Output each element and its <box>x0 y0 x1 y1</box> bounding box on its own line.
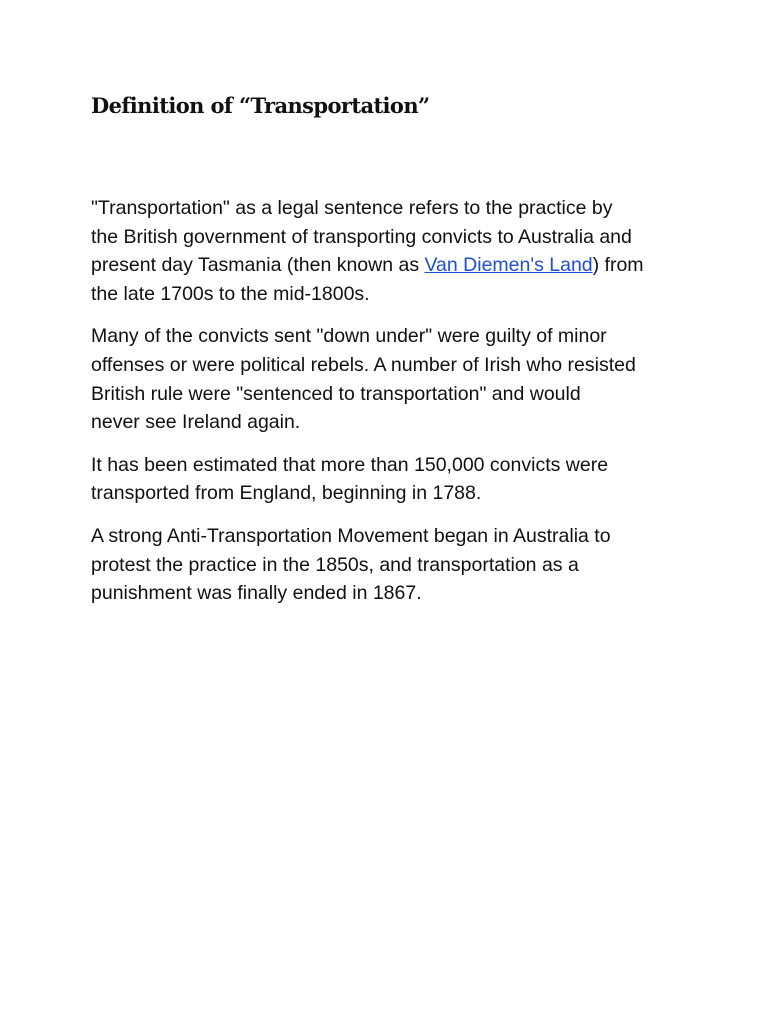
paragraph-line: British rule were "sentenced to transportation" and would <box>91 382 581 405</box>
paragraph-line: A strong Anti-Transportation Movement began in Australia to <box>91 524 611 547</box>
van-diemens-land-link[interactable]: Van Diemen's Land <box>424 254 593 277</box>
paragraph-line: transported from England, beginning in 1788. <box>91 482 482 505</box>
page-title: Definition of “Transportation” <box>91 93 430 118</box>
paragraph-line: It has been estimated that more than 150,000 convicts were <box>91 453 609 476</box>
paragraph-line: never see Ireland again. <box>91 411 301 434</box>
paragraph-line: protest the practice in the 1850s, and transportation as a <box>91 553 579 576</box>
paragraph-2 <box>91 322 691 436</box>
paragraph-line: punishment was finally ended in 1867. <box>91 582 422 605</box>
paragraph-line: the British government of transporting convicts to Australia and <box>91 225 632 248</box>
paragraph-line: Many of the convicts sent "down under" were guilty of minor <box>91 325 607 348</box>
paragraph-line <box>91 251 691 280</box>
paragraph-line: "Transportation" as a legal sentence refers to the practice by <box>91 197 613 219</box>
paragraph-3 <box>91 451 691 508</box>
paragraph-1 <box>91 194 691 308</box>
paragraph-text: ) from <box>592 254 644 277</box>
paragraph-text: present day Tasmania (then known as <box>91 254 425 277</box>
paragraph-line: offenses or were political rebels. A number of Irish who resisted <box>91 353 636 376</box>
paragraph-4 <box>91 522 691 608</box>
paragraph-line: the late 1700s to the mid-1800s. <box>91 282 370 305</box>
document-body <box>91 194 691 622</box>
